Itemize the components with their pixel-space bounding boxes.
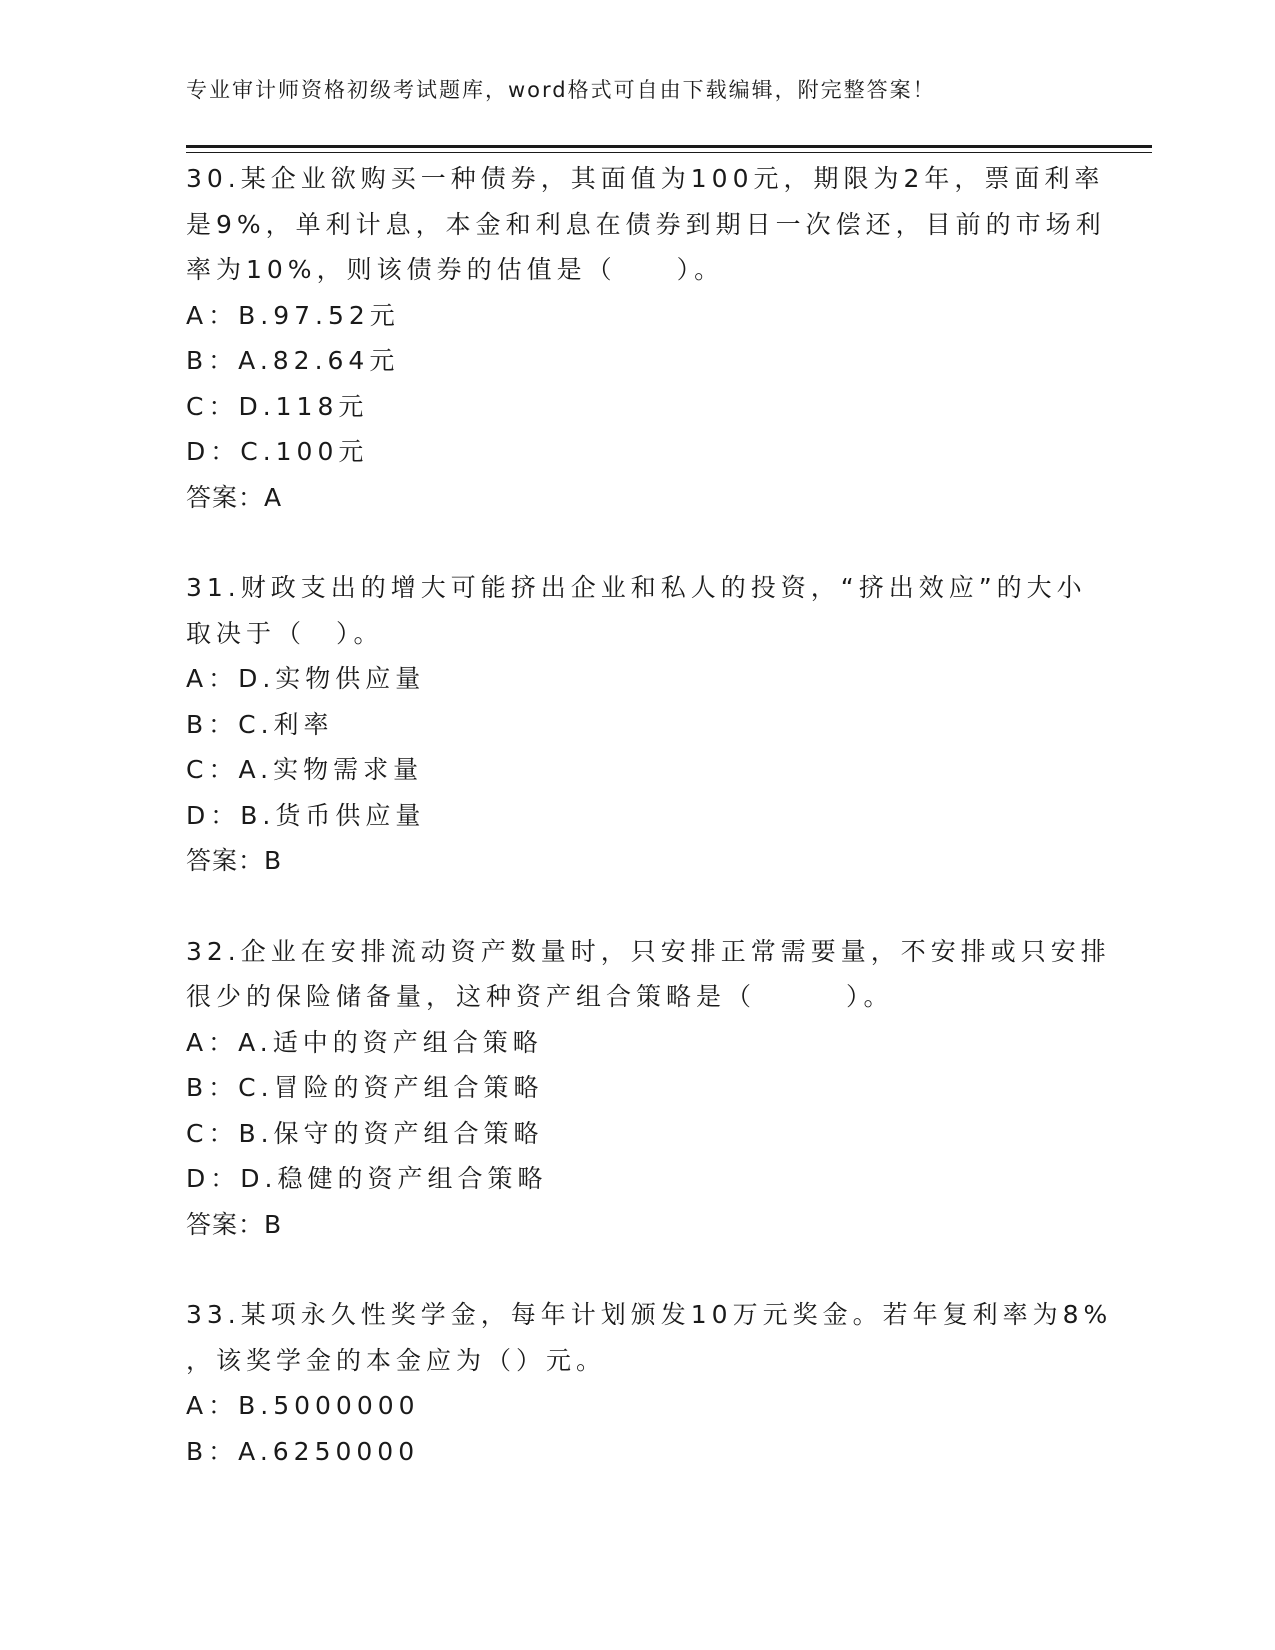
option-b: B：C.冒险的资产组合策略 bbox=[186, 1073, 544, 1102]
option-a: A：B.97.52元 bbox=[186, 300, 400, 330]
question-text-line: 31.财政支出的增大可能挤出企业和私人的投资，“挤出效应”的大小 bbox=[186, 573, 1087, 602]
header-divider bbox=[186, 145, 1152, 153]
question-text-line: 是9%，单利计息，本金和利息在债券到期日一次偿还，目前的市场利 bbox=[186, 209, 1106, 239]
question-33 bbox=[186, 1292, 1113, 1474]
answer-label: 答案：B bbox=[186, 846, 283, 875]
question-text-line: 32.企业在安排流动资产数量时，只安排正常需要量，不安排或只安排 bbox=[186, 936, 1111, 966]
option-b: B：C.利率 bbox=[186, 709, 334, 739]
answer-label: 答案：B bbox=[186, 1209, 283, 1239]
question-30 bbox=[186, 156, 1106, 520]
option-a: A：A.适中的资产组合策略 bbox=[186, 1027, 543, 1057]
question-text-line: 很少的保险储备量，这种资产组合策略是（ ）。 bbox=[186, 982, 894, 1011]
option-c: C：D.118元 bbox=[186, 391, 369, 421]
option-d: D：C.100元 bbox=[186, 437, 369, 466]
option-a: A：D.实物供应量 bbox=[186, 664, 426, 693]
question-text-line: 取决于（ ）。 bbox=[186, 618, 384, 648]
answer-label: 答案：A bbox=[186, 482, 283, 512]
option-c: C：A.实物需求量 bbox=[186, 755, 424, 784]
question-text-line: 33.某项永久性奖学金，每年计划颁发10万元奖金。若年复利率为8% bbox=[186, 1300, 1113, 1329]
question-text-line: ，该奖学金的本金应为（）元。 bbox=[186, 1345, 607, 1375]
option-d: D：B.货币供应量 bbox=[186, 800, 426, 830]
option-b: B：A.82.64元 bbox=[186, 346, 400, 375]
option-a: A：B.5000000 bbox=[186, 1391, 420, 1420]
option-d: D：D.稳健的资产组合策略 bbox=[186, 1164, 548, 1193]
question-32 bbox=[186, 929, 1111, 1248]
option-c: C：B.保守的资产组合策略 bbox=[186, 1118, 544, 1148]
question-list bbox=[186, 156, 1113, 1519]
option-b: B：A.6250000 bbox=[186, 1436, 420, 1466]
question-text-line: 30.某企业欲购买一种债券，其面值为100元，期限为2年，票面利率 bbox=[186, 164, 1105, 193]
question-31 bbox=[186, 565, 1086, 884]
question-text-line: 率为10%，则该债券的估值是（ ）。 bbox=[186, 255, 725, 284]
page-header: 专业审计师资格初级考试题库，word格式可自由下载编辑，附完整答案！ bbox=[186, 78, 936, 102]
